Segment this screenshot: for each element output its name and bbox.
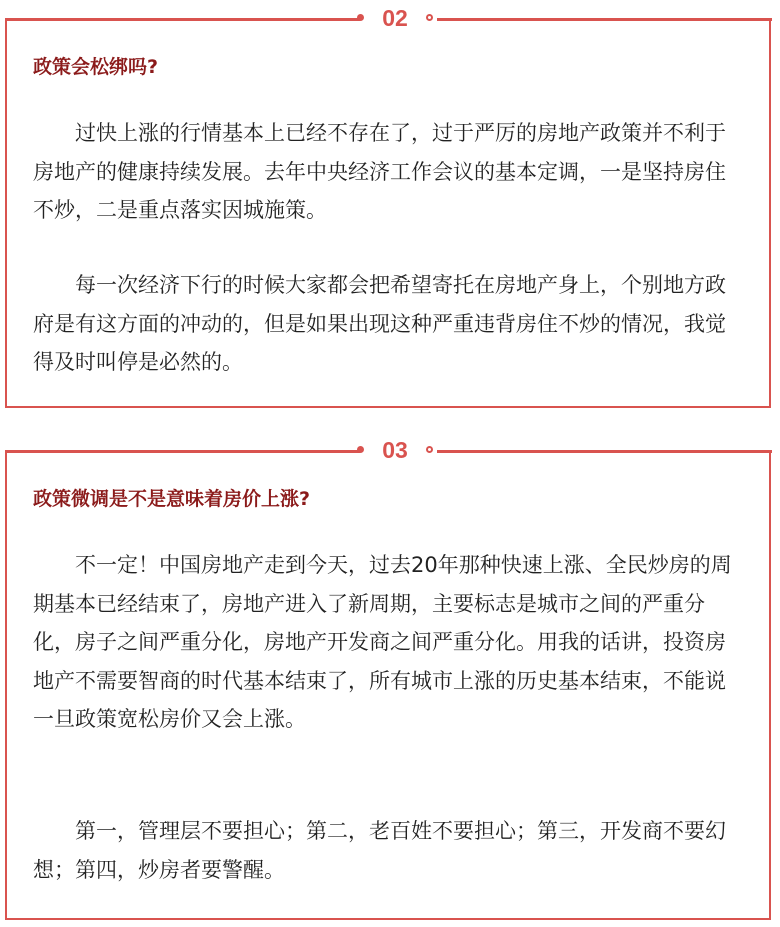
section-border-top-left <box>5 450 360 453</box>
section-border-top-right <box>437 450 772 453</box>
section-number: 03 <box>382 437 408 463</box>
section-number: 02 <box>382 5 408 31</box>
paragraph: 每一次经济下行的时候大家都会把希望寄托在房地产身上，个别地方政府是有这方面的冲动的，但是如果出现这种严重违背房住不炒的情况，我觉得及时叫停是必然的。 <box>33 273 726 374</box>
section-heading: 政策微调是不是意味着房价上涨? <box>33 488 311 510</box>
filled-dot-icon <box>357 446 364 453</box>
section-heading: 政策会松绑吗? <box>33 56 159 78</box>
paragraph: 过快上涨的行情基本上已经不存在了，过于严厉的房地产政策并不利于房地产的健康持续发展。去年中央经济工作会议的基本定调，一是坚持房住不炒，二是重点落实因城施策。 <box>33 121 726 222</box>
section-border-top-left <box>5 18 360 21</box>
ring-dot-icon <box>426 14 433 21</box>
section-02 <box>5 5 771 408</box>
section-03 <box>5 437 771 920</box>
filled-dot-icon <box>357 14 364 21</box>
paragraph: 不一定！中国房地产走到今天，过去20年那种快速上涨、全民炒房的周期基本已经结束了，房地产进入了新周期，主要标志是城市之间的严重分化，房子之间严重分化，房地产开发商之间严重分化。用我的话讲，投资房地产不需要智商的时代基本结束了，所有城市上涨的历史基本结束，不能说一旦政策宽松房价又会上涨。 <box>33 553 732 731</box>
ring-dot-icon <box>426 446 433 453</box>
paragraph: 第一，管理层不要担心；第二，老百姓不要担心；第三，开发商不要幻想；第四，炒房者要警醒。 <box>33 819 726 882</box>
section-border-top-right <box>437 18 772 21</box>
